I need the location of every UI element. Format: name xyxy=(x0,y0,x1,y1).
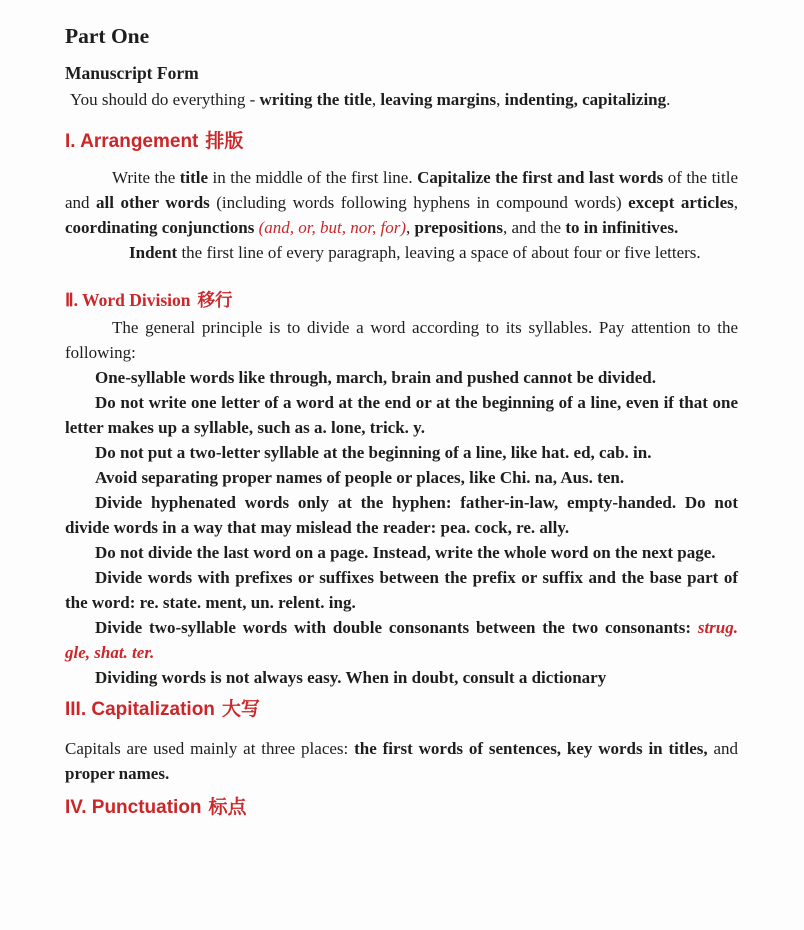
word-division-rule xyxy=(65,540,738,565)
text-run: to in infinitives. xyxy=(565,218,679,237)
indent-paragraph xyxy=(65,240,738,265)
text-run: . xyxy=(666,90,671,109)
text-run: Divide words with prefixes or suffixes between the prefix or suffix and the base part of the word: re. state. ment, un. relent. ing. xyxy=(65,568,738,612)
text-run: , xyxy=(406,218,415,237)
red-italic-run: strug. gle, shat. ter. xyxy=(65,618,738,662)
text-run: You should do everything - xyxy=(70,90,260,109)
part-title: Part One xyxy=(65,24,150,48)
text-run: indenting, capitalizing xyxy=(504,90,667,109)
text-run: , xyxy=(371,90,381,109)
text-run: Capitals are used mainly at three places: xyxy=(65,739,355,758)
word-division-rule xyxy=(65,365,738,390)
text-run: except articles xyxy=(628,193,734,212)
text-run: prepositions xyxy=(414,218,503,237)
text-run: Indent xyxy=(129,243,178,262)
word-division-rule xyxy=(65,390,738,440)
text-run: Avoid separating proper names of people or places, like Chi. na, Aus. ten. xyxy=(95,468,625,487)
text-run: Do not put a two-letter syllable at the beginning of a line, like hat. ed, cab. in. xyxy=(95,443,652,462)
text-run: , xyxy=(733,193,738,212)
text-run: Dividing words is not always easy. When in doubt, consult a dictionary xyxy=(95,668,607,687)
intro-paragraph xyxy=(65,87,738,112)
text-run: proper names. xyxy=(65,764,170,783)
word-division-rule xyxy=(65,615,738,665)
arrangement-paragraph xyxy=(65,165,738,240)
text-run: Do not write one letter of a word at the end or at the beginning of a line, even if that one letter makes up a syllable, such as a. lone, trick. y. xyxy=(65,393,738,437)
text-run: Write the xyxy=(112,168,180,187)
text-run: the first words of sentences, key words in titles, xyxy=(354,739,708,758)
red-italic-run: (and, or, but, nor, for) xyxy=(258,218,406,237)
text-run: of the title and xyxy=(65,168,739,212)
word-division-rule xyxy=(65,465,738,490)
capitalization-paragraph xyxy=(65,736,738,786)
text-run: the first line of every paragraph, leaving a space of about four or five letters. xyxy=(177,243,701,262)
heading-label: III. Capitalization xyxy=(65,699,215,720)
heading-label: IV. Punctuation xyxy=(65,797,202,818)
text-run: writing the title xyxy=(259,90,372,109)
text-run: leaving margins xyxy=(380,90,497,109)
text-run: in the middle of the first line. xyxy=(208,168,418,187)
text-run: and xyxy=(707,739,738,758)
text-run: coordinating conjunctions xyxy=(65,218,255,237)
word-division-rule xyxy=(65,440,738,465)
text-run: The general principle is to divide a word according to its syllables. Pay attention to the following: xyxy=(65,318,738,362)
heading-chinese: 排版 xyxy=(205,131,244,152)
heading-label: Ⅱ. Word Division xyxy=(65,290,191,310)
word-division-rule xyxy=(65,665,738,690)
text-run: Do not divide the last word on a page. Instead, write the whole word on the next page. xyxy=(95,543,716,562)
text-run: , and the xyxy=(503,218,566,237)
text-run: all other words xyxy=(96,193,210,212)
section-heading-word-division xyxy=(65,290,738,310)
text-run: Divide hyphenated words only at the hyphen: father-in-law, empty-handed. Do not divide words in a way that may mislead the reader: pea. cock, re. ally. xyxy=(65,493,738,537)
section-heading-capitalization xyxy=(65,700,738,720)
text-run: (including words following hyphens in compound words) xyxy=(209,193,629,212)
text-run: Capitalize the first and last words xyxy=(417,168,664,187)
word-division-intro xyxy=(65,315,738,365)
section-heading-punctuation xyxy=(65,798,738,818)
text-run: One-syllable words like through, march, brain and pushed cannot be divided. xyxy=(95,368,656,387)
heading-label: I. Arrangement xyxy=(65,131,199,152)
text-run: , xyxy=(496,90,505,109)
word-division-rule xyxy=(65,565,738,615)
subtitle-manuscript-form: Manuscript Form xyxy=(65,63,199,83)
heading-chinese: 移行 xyxy=(197,290,233,310)
heading-chinese: 标点 xyxy=(208,797,247,818)
word-division-rule xyxy=(65,490,738,540)
heading-chinese: 大写 xyxy=(221,699,260,720)
text-run: Divide two-syllable words with double consonants between the two consonants: xyxy=(95,618,698,637)
text-run: title xyxy=(179,168,209,187)
section-heading-arrangement xyxy=(65,132,738,152)
